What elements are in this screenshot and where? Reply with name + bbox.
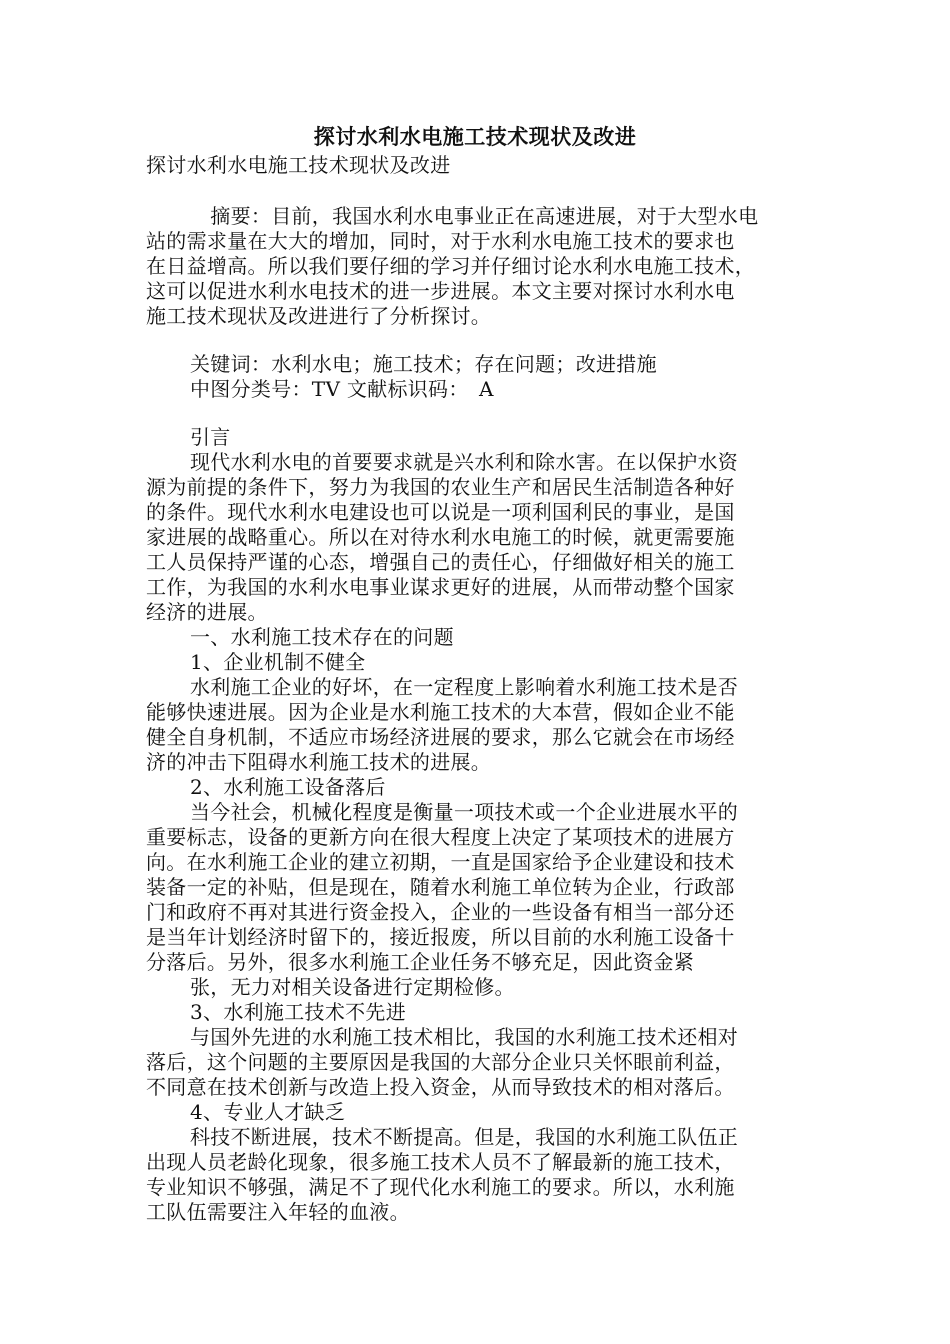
paragraph-line: 水利施工企业的好坏，在一定程度上影响着水利施工技术是否 bbox=[190, 675, 739, 699]
intro-line: 源为前提的条件下，努力为我国的农业生产和居民生活制造各种好 bbox=[146, 475, 735, 499]
paragraph-line: 分落后。另外，很多水利施工企业任务不够充足，因此资金紧 bbox=[146, 950, 695, 974]
paragraph-line: 专业知识不够强，满足不了现代化水利施工的要求。所以，水利施 bbox=[146, 1175, 735, 1199]
paragraph-line: 重要标志，设备的更新方向在很大程度上决定了某项技术的进展方 bbox=[146, 825, 735, 849]
subsection-heading: 4、专业人才缺乏 bbox=[190, 1100, 346, 1124]
paragraph-line: 健全自身机制，不适应市场经济进展的要求，那么它就会在市场经 bbox=[146, 725, 735, 749]
intro-line: 家进展的战略重心。所以在对待水利水电施工的时候，就更需要施 bbox=[146, 525, 735, 549]
paragraph-line: 是当年计划经济时留下的，接近报废，所以目前的水利施工设备十 bbox=[146, 925, 735, 949]
abstract-line: 摘要：目前，我国水利水电事业正在高速进展，对于大型水电 bbox=[190, 204, 759, 228]
paragraph-line: 落后，这个问题的主要原因是我国的大部分企业只关怀眼前利益， bbox=[146, 1050, 735, 1074]
abstract-line: 站的需求量在大大的增加，同时，对于水利水电施工技术的要求也 bbox=[146, 229, 735, 253]
paragraph-line: 门和政府不再对其进行资金投入，企业的一些设备有相当一部分还 bbox=[146, 900, 735, 924]
document-subtitle: 探讨水利水电施工技术现状及改进 bbox=[146, 153, 451, 177]
document-title: 探讨水利水电施工技术现状及改进 bbox=[313, 124, 637, 149]
keywords: 关键词：水利水电；施工技术；存在问题；改进措施 bbox=[190, 352, 657, 376]
paragraph-line: 科技不断进展，技术不断提高。但是，我国的水利施工队伍正 bbox=[190, 1125, 739, 1149]
section-heading: 一、水利施工技术存在的问题 bbox=[190, 625, 454, 649]
intro-heading: 引言 bbox=[190, 425, 231, 449]
intro-line: 工作，为我国的水利水电事业谋求更好的进展，从而带动整个国家 bbox=[146, 575, 735, 599]
subsection-heading: 3、水利施工技术不先进 bbox=[190, 1000, 407, 1024]
intro-line: 的条件。现代水利水电建设也可以说是一项利国利民的事业，是国 bbox=[146, 500, 735, 524]
intro-line: 现代水利水电的首要要求就是兴水利和除水害。在以保护水资 bbox=[190, 450, 739, 474]
abstract-line: 这可以促进水利水电技术的进一步进展。本文主要对探讨水利水电 bbox=[146, 279, 735, 303]
intro-line: 经济的进展。 bbox=[146, 600, 268, 624]
paragraph-line: 出现人员老龄化现象，很多施工技术人员不了解最新的施工技术， bbox=[146, 1150, 735, 1174]
paragraph-line: 能够快速进展。因为企业是水利施工技术的大本营，假如企业不能 bbox=[146, 700, 735, 724]
abstract-line: 在日益增高。所以我们要仔细的学习并仔细讨论水利水电施工技术， bbox=[146, 254, 755, 278]
paragraph-line: 装备一定的补贴，但是现在，随着水利施工单位转为企业，行政部 bbox=[146, 875, 735, 899]
paragraph-line: 不同意在技术创新与改造上投入资金，从而导致技术的相对落后。 bbox=[146, 1075, 735, 1099]
classification: 中图分类号：TV 文献标识码： A bbox=[190, 377, 494, 401]
intro-line: 工人员保持严谨的心态，增强自己的责任心，仔细做好相关的施工 bbox=[146, 550, 735, 574]
subsection-heading: 2、水利施工设备落后 bbox=[190, 775, 386, 799]
subsection-heading: 1、企业机制不健全 bbox=[190, 650, 366, 674]
abstract-line: 施工技术现状及改进进行了分析探讨。 bbox=[146, 304, 492, 328]
paragraph-line: 向。在水利施工企业的建立初期，一直是国家给予企业建设和技术 bbox=[146, 850, 735, 874]
paragraph-line: 与国外先进的水利施工技术相比，我国的水利施工技术还相对 bbox=[190, 1025, 739, 1049]
paragraph-line: 工队伍需要注入年轻的血液。 bbox=[146, 1200, 410, 1224]
paragraph-line: 济的冲击下阻碍水利施工技术的进展。 bbox=[146, 750, 492, 774]
paragraph-line: 张，无力对相关设备进行定期检修。 bbox=[190, 975, 515, 999]
paragraph-line: 当今社会，机械化程度是衡量一项技术或一个企业进展水平的 bbox=[190, 800, 739, 824]
